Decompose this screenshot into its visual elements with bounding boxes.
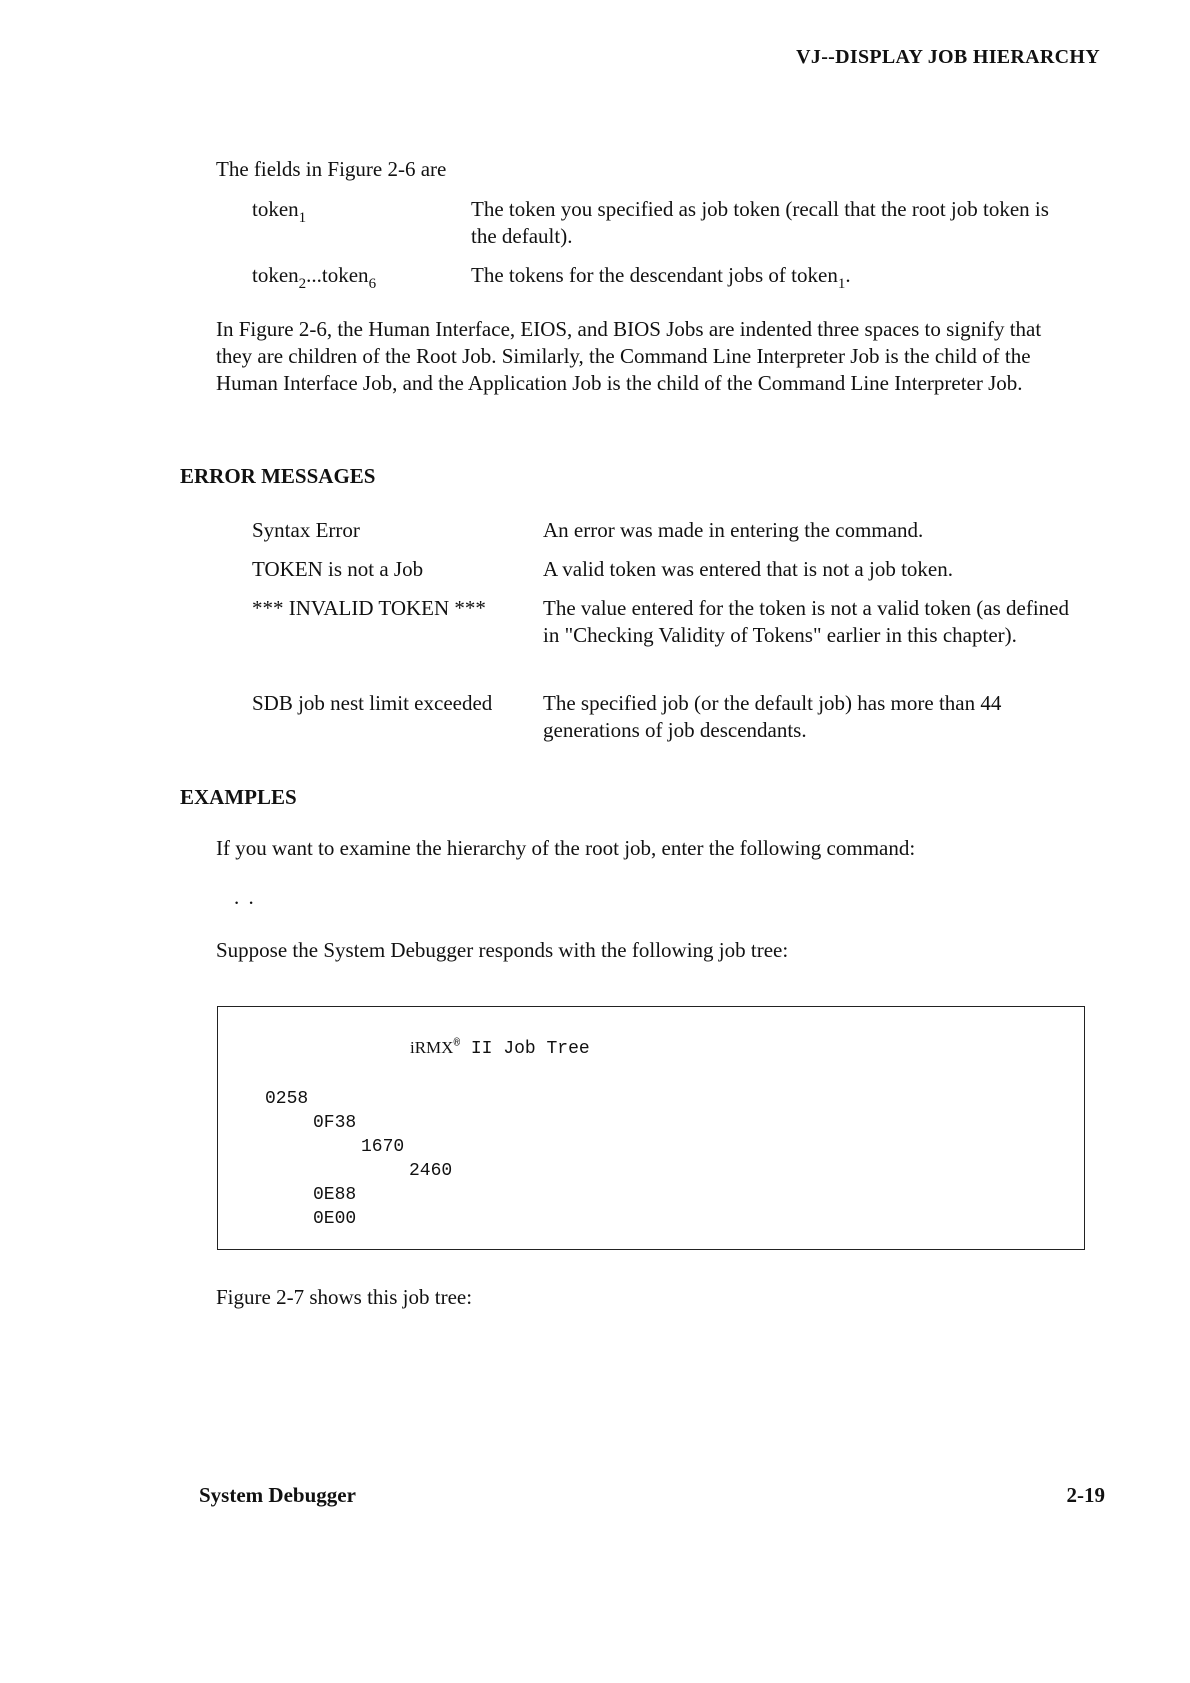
error-term: SDB job nest limit exceeded (252, 691, 493, 715)
tree-node: 0F38 (313, 1113, 357, 1133)
tree-node: 0E88 (313, 1185, 357, 1205)
error-term: TOKEN is not a Job (252, 557, 424, 581)
error-term: *** INVALID TOKEN *** (252, 596, 486, 620)
error-term: Syntax Error (252, 518, 360, 542)
error-desc: The specified job (or the default job) has more than 44 generations of job descendants. (543, 691, 1002, 742)
examples-intro: If you want to examine the hierarchy of the root job, enter the following command: (216, 836, 916, 860)
running-header: VJ--DISPLAY JOB HIERARCHY (796, 46, 1100, 68)
figure-caption: Figure 2-7 shows this job tree: (216, 1285, 473, 1309)
error-desc: The value entered for the token is not a valid token (as defined in "Checking Validity of Tokens" earlier in this chapter). (543, 596, 1069, 647)
tree-node: 0258 (265, 1089, 309, 1109)
page-number: 2-19 (1066, 1483, 1105, 1507)
examples-heading: EXAMPLES (180, 785, 297, 809)
response-text: Suppose the System Debugger responds with the following job tree: (216, 938, 789, 962)
job-tree-title: iRMX® II Job Tree (410, 1038, 590, 1059)
field-term-token1: token$_1$ (252, 197, 307, 226)
fields-intro: The fields in Figure 2-6 are (216, 157, 447, 181)
error-desc: An error was made in entering the command. (543, 518, 924, 542)
field-desc-token1: The token you specified as job token (recall that the root job token is the default). (471, 197, 1049, 248)
error-desc: A valid token was entered that is not a job token. (543, 557, 953, 581)
command-example: . . (234, 885, 256, 909)
tree-node: 1670 (361, 1137, 405, 1157)
hierarchy-explanation: In Figure 2-6, the Human Interface, EIOS, and BIOS Jobs are indented three spaces to signify that they are children of the Root Job. Similarly, the Command Line Interpreter Job is the child of the Human Interface Job, and the Application Job is the child of the Command Line Interpreter Job. (216, 317, 1042, 395)
footer-title: System Debugger (199, 1483, 356, 1507)
tree-node: 0E00 (313, 1209, 357, 1229)
tree-node: 2460 (409, 1161, 453, 1181)
field-term-token2-6: token$_2$...token$_6$ (252, 263, 377, 292)
field-desc-token2-6: The tokens for the descendant jobs of token$_1$. (471, 263, 851, 292)
error-messages-heading: ERROR MESSAGES (180, 464, 376, 488)
